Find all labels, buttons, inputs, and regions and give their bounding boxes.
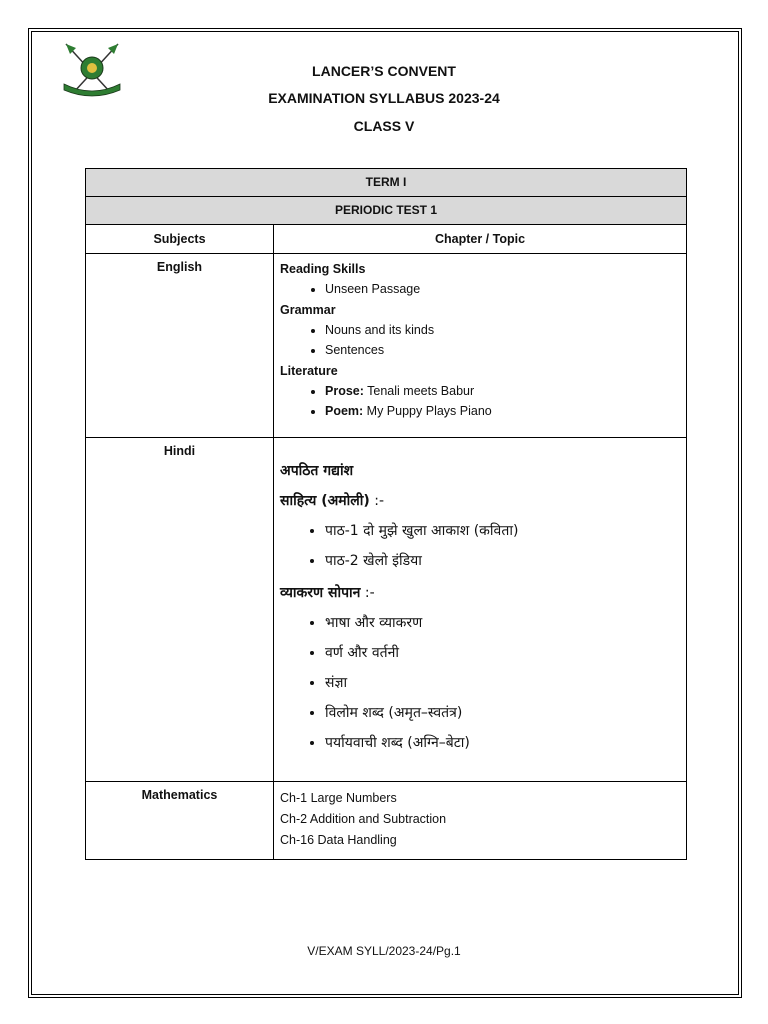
test-band: PERIODIC TEST 1	[86, 197, 687, 225]
prose-label: Prose:	[325, 384, 364, 398]
list-item: • भाषा और व्याकरण	[325, 608, 680, 638]
topic-list	[280, 279, 680, 299]
page-footer: V/EXAM SYLL/2023-24/Pg.1	[307, 944, 461, 958]
class-name: CLASS V	[353, 118, 415, 134]
section-title: Grammar	[280, 303, 336, 317]
list-item: • पाठ-1 दो मुझे खुला आकाश (कविता)	[325, 516, 680, 546]
chapter-line: Ch-1 Large Numbers	[280, 791, 397, 805]
list-item: • Nouns and its kinds	[325, 320, 680, 340]
column-header-subjects: Subjects	[86, 225, 274, 254]
list-item: • पर्यायवाची शब्द (अग्नि–बेटा)	[325, 728, 680, 758]
table-row	[86, 438, 687, 782]
topics-mathematics	[274, 782, 687, 860]
school-name: LANCER’S CONVENT	[312, 63, 456, 79]
topic-list	[280, 320, 680, 360]
list-item: • वर्ण और वर्तनी	[325, 638, 680, 668]
section-title: Reading Skills	[280, 262, 366, 276]
list-item: • Sentences	[325, 340, 680, 360]
vyakaran-title: व्याकरण सोपान	[280, 585, 361, 601]
poem-text: My Puppy Plays Piano	[363, 404, 492, 418]
subject-hindi: Hindi	[86, 438, 274, 782]
sahitya-suffix: :-	[369, 493, 385, 509]
section-title: Literature	[280, 364, 338, 378]
table-row	[86, 254, 687, 438]
table-row	[86, 782, 687, 860]
subject-mathematics: Mathematics	[86, 782, 274, 860]
list-item	[325, 401, 680, 421]
list-item: • विलोम शब्द (अमृत–स्वतंत्र)	[325, 698, 680, 728]
topic-list	[280, 381, 680, 421]
prose-text: Tenali meets Babur	[363, 384, 475, 398]
list-item	[325, 381, 680, 401]
topic-list	[280, 608, 680, 758]
syllabus-table	[85, 168, 687, 860]
exam-title: EXAMINATION SYLLABUS 2023-24	[268, 90, 500, 106]
term-band: TERM I	[86, 169, 687, 197]
topics-english	[274, 254, 687, 438]
chapter-line: Ch-16 Data Handling	[280, 833, 397, 847]
section-title	[280, 486, 680, 516]
list-item: • संज्ञा	[325, 668, 680, 698]
list-item: • पाठ-2 खेलो इंडिया	[325, 546, 680, 576]
topics-hindi	[274, 438, 687, 782]
chapter-line: Ch-2 Addition and Subtraction	[280, 812, 447, 826]
subject-english: English	[86, 254, 274, 438]
topic-list	[280, 516, 680, 576]
sahitya-title: साहित्य (अमोली)	[280, 493, 370, 509]
vyakaran-suffix: :-	[360, 585, 375, 601]
column-header-topics: Chapter / Topic	[274, 225, 687, 254]
section-title	[280, 578, 680, 608]
list-item: • Unseen Passage	[325, 279, 680, 299]
poem-label: Poem:	[325, 404, 364, 418]
section-title: अपठित गद्यांश	[280, 463, 354, 479]
